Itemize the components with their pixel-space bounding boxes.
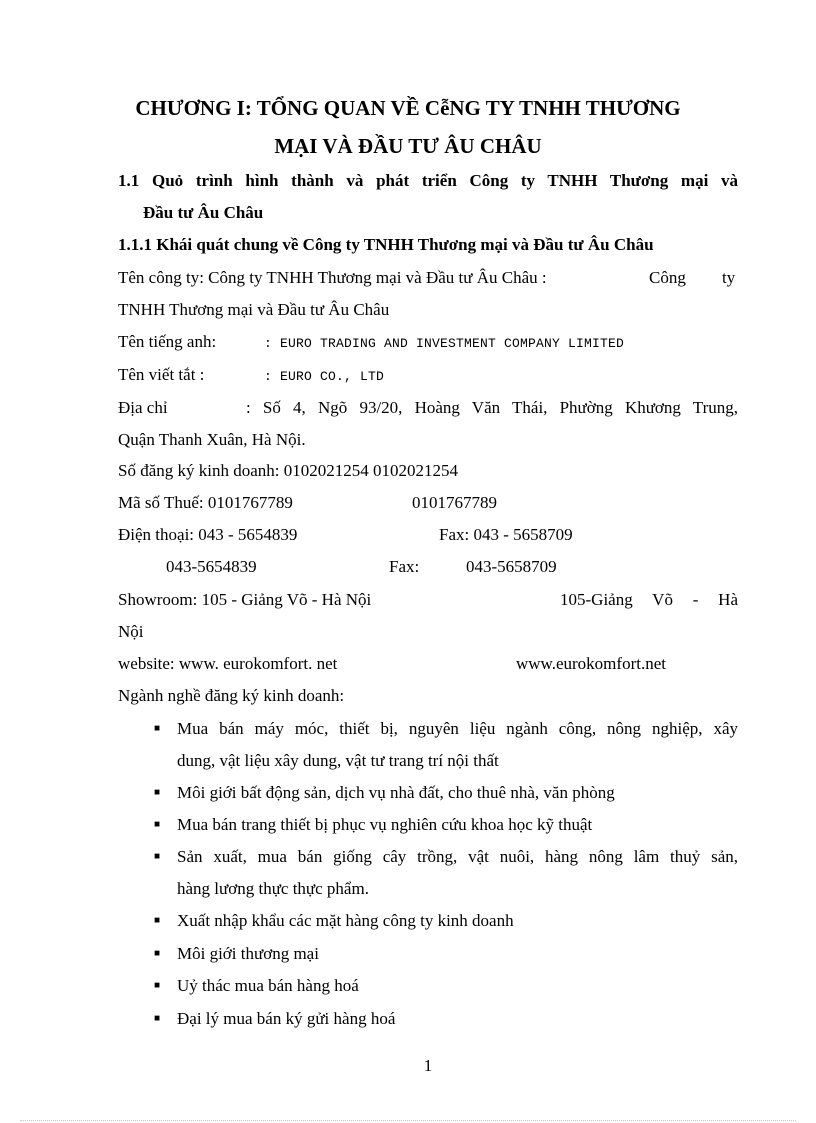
bullet-icon: ■: [154, 1013, 161, 1024]
business-item-4-line1: Sản xuất, mua bán giống cây trồng, vật nuôi, hàng nông lâm thuỷ sản,: [177, 847, 738, 866]
address-line1: : Số 4, Ngõ 93/20, Hoàng Văn Thái, Phường Khương Trung,: [246, 398, 738, 417]
abbr-label: Tên viết tắt :: [118, 365, 205, 384]
tax-code-value: 0101767789: [412, 493, 497, 512]
english-name-value: : EURO TRADING AND INVESTMENT COMPANY LIMITED: [264, 336, 625, 351]
bullet-icon: ■: [154, 915, 161, 926]
company-name-label: Tên công ty: Công ty TNHH Thương mại và Đầu tư Âu Châu :: [118, 268, 547, 287]
fax-label: Fax: 043 - 5658709: [439, 525, 573, 544]
business-item-1-line1: Mua bán máy móc, thiết bị, nguyên liệu ngành công, nông nghiệp, xây: [177, 719, 738, 738]
showroom-label: Showroom: 105 - Giảng Võ - Hà Nội: [118, 590, 372, 609]
page-divider: [20, 1120, 796, 1121]
abbr-value: : EURO CO., LTD: [264, 369, 385, 384]
website-label: website: www. eurokomfort. net: [118, 654, 338, 673]
business-item-6: Môi giới thương mại: [177, 944, 319, 963]
bullet-icon: ■: [154, 787, 161, 798]
section-heading-line2: Đầu tư Âu Châu: [143, 203, 264, 222]
bullet-icon: ■: [154, 948, 161, 959]
bullet-icon: ■: [154, 851, 161, 862]
business-item-1-line2: dung, vật liệu xây dung, vật tư trang trí nội thất: [177, 751, 499, 770]
section-heading-line1: Quỏ trình hình thành và phát triển Công ty TNHH Thương mại và: [152, 171, 738, 190]
business-heading: Ngành nghề đăng ký kinh doanh:: [118, 686, 345, 705]
fax-value: 043-5658709: [466, 557, 557, 576]
chapter-title-line1: CHƯƠNG I: TỔNG QUAN VỀ CễNG TY TNHH THƯƠNG: [135, 96, 681, 120]
phone-label: Điện thoại: 043 - 5654839: [118, 525, 298, 544]
bullet-icon: ■: [154, 980, 161, 991]
showroom-line2: Nội: [118, 622, 144, 641]
english-name-label: Tên tiếng anh:: [118, 332, 217, 351]
address-line2: Quận Thanh Xuân, Hà Nội.: [118, 430, 306, 449]
company-name-word2: ty: [722, 268, 736, 287]
business-item-4-line2: hàng lương thực thực phẩm.: [177, 879, 369, 898]
phone-value: 043-5654839: [166, 557, 257, 576]
tax-code-label: Mã số Thuế: 0101767789: [118, 493, 293, 512]
company-name-line2: TNHH Thương mại và Đầu tư Âu Châu: [118, 300, 390, 319]
bullet-icon: ■: [154, 819, 161, 830]
business-item-5: Xuất nhập khẩu các mặt hàng công ty kinh doanh: [177, 911, 514, 930]
section-number: 1.1: [118, 171, 140, 190]
website-value: www.eurokomfort.net: [516, 654, 666, 673]
page-number: 1: [423, 1056, 433, 1075]
business-item-7: Uỷ thác mua bán hàng hoá: [177, 976, 359, 995]
business-registration: Số đăng ký kinh doanh: 0102021254 0102021254: [118, 461, 458, 480]
business-item-8: Đại lý mua bán ký gửi hàng hoá: [177, 1009, 396, 1028]
bullet-icon: ■: [154, 723, 161, 734]
business-item-2: Môi giới bất động sản, dịch vụ nhà đất, cho thuê nhà, văn phòng: [177, 783, 615, 802]
subsection-heading: 1.1.1 Khái quát chung về Công ty TNHH Thương mại và Đầu tư Âu Châu: [118, 235, 654, 254]
showroom-value: 105-Giảng Võ - Hà: [560, 590, 738, 609]
business-item-3: Mua bán trang thiết bị phục vụ nghiên cứu khoa học kỹ thuật: [177, 815, 593, 834]
company-name-word1: Công: [649, 268, 686, 287]
address-label: Địa chỉ: [118, 398, 168, 417]
chapter-title-line2: MẠI VÀ ĐẦU TƯ ÂU CHÂU: [274, 134, 542, 158]
fax-word: Fax:: [389, 557, 420, 576]
